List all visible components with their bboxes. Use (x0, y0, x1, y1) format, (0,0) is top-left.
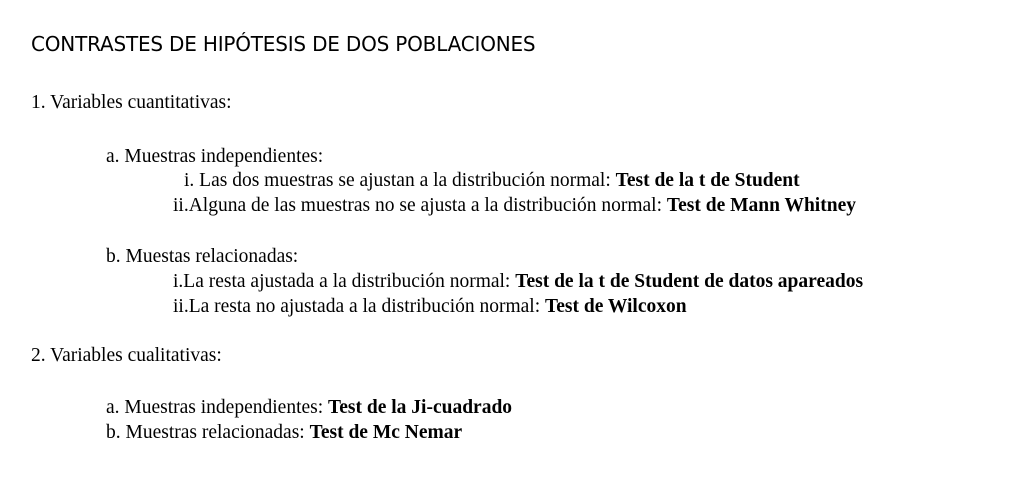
list-item-text: a. Muestras independientes: (106, 397, 329, 418)
group-related-samples-heading: b. Muestas relacionadas: (106, 246, 299, 267)
test-name: Test de Wilcoxon (545, 296, 687, 317)
section-qualitative-heading: 2. Variables cualitativas: (31, 345, 222, 366)
list-item-text: ii.Alguna de las muestras no se ajusta a la distribución normal: (173, 195, 667, 216)
list-item-text: i.La resta ajustada a la distribución normal: (173, 271, 516, 292)
group-independent-samples-heading: a. Muestras independientes: (106, 146, 324, 167)
list-item-text: b. Muestras relacionadas: (106, 422, 310, 443)
page-title: CONTRASTES DE HIPÓTESIS DE DOS POBLACIONES (31, 32, 536, 56)
list-item-text: i. Las dos muestras se ajustan a la distribución normal: (184, 170, 616, 191)
list-item-text: ii.La resta no ajustada a la distribución normal: (173, 296, 546, 317)
test-name: Test de la t de Student de datos apareados (515, 271, 864, 292)
list-item-paired-t (173, 270, 863, 294)
list-item-student-t (184, 169, 800, 193)
test-name: Test de Mc Nemar (309, 422, 463, 443)
list-item-wilcoxon (173, 295, 687, 319)
test-name: Test de la Ji-cuadrado (328, 397, 513, 418)
section-quantitative-heading: 1. Variables cuantitativas: (31, 92, 232, 113)
list-item-chi-square (106, 396, 512, 420)
list-item-mann-whitney (173, 194, 856, 218)
test-name: Test de la t de Student (615, 170, 800, 191)
list-item-mcnemar (106, 421, 462, 445)
test-name: Test de Mann Whitney (666, 195, 856, 216)
